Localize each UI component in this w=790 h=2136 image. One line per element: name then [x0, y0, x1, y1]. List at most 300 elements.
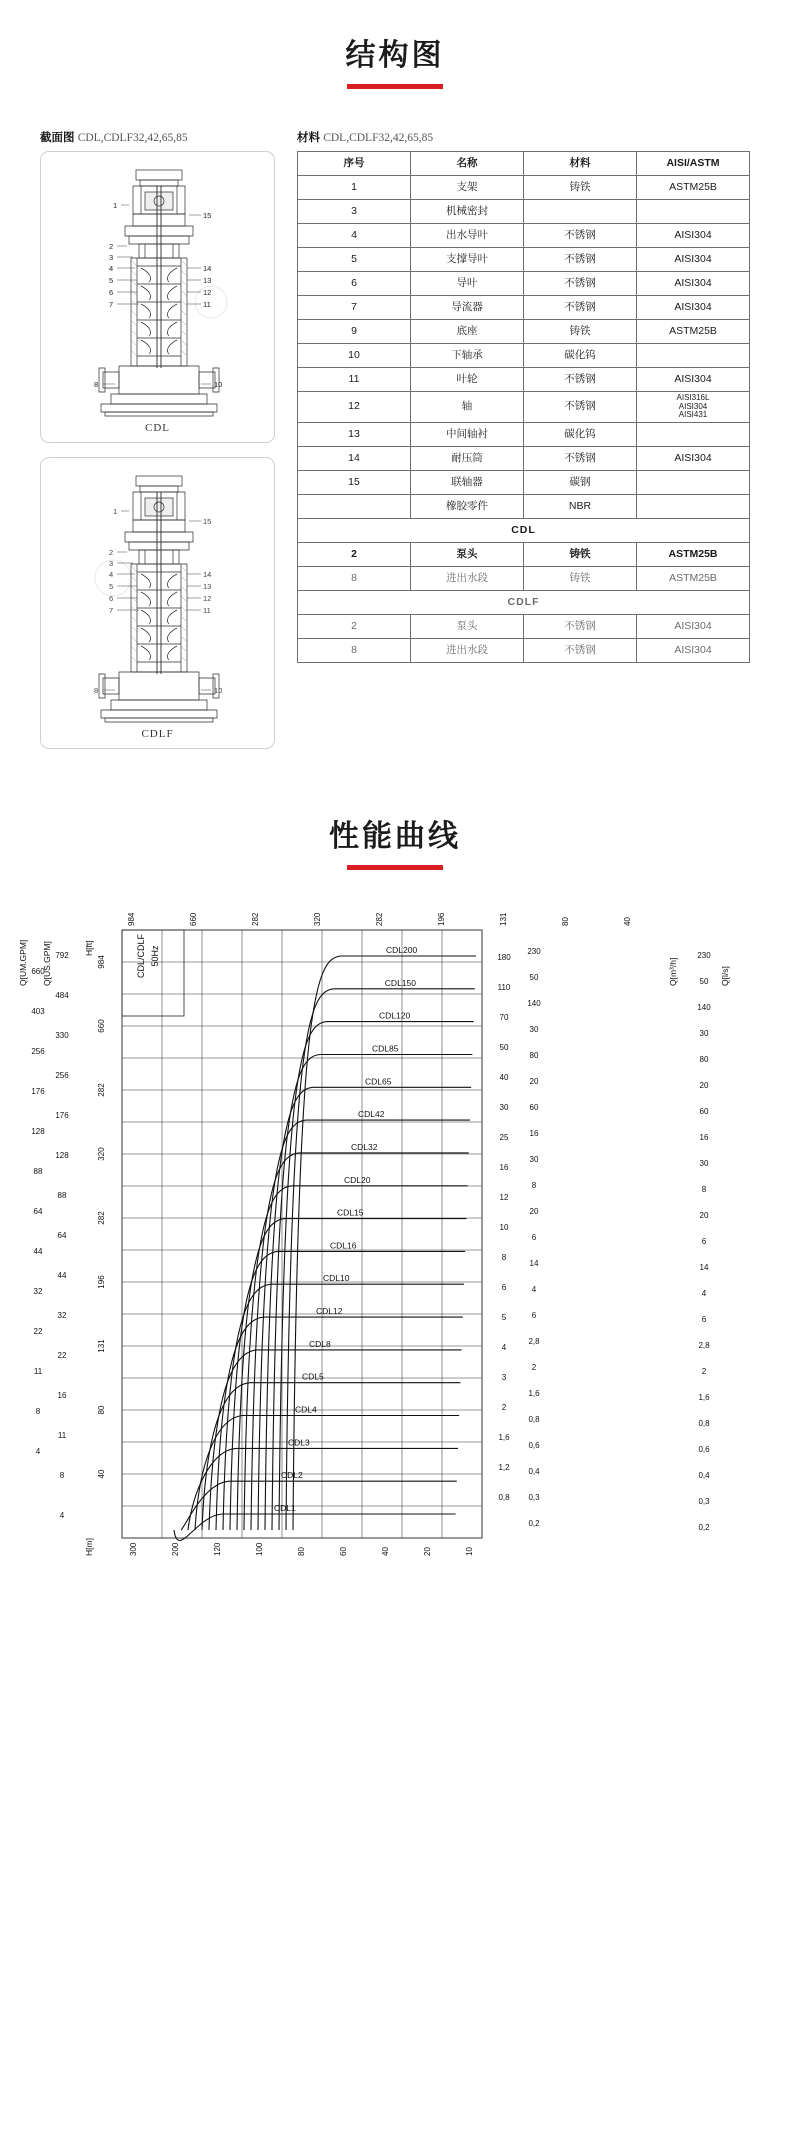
table-cell-num: 2 — [298, 542, 411, 566]
svg-text:14: 14 — [203, 570, 212, 579]
axis-tick-label: 8 — [59, 1471, 65, 1480]
curve-label: CDL65 — [365, 1076, 392, 1087]
axis-tick-label: 8 — [501, 1253, 507, 1262]
drawing-label-cdlf: CDLF — [141, 728, 174, 740]
axis-tick-label: 984 — [127, 912, 136, 926]
table-cell-name: 下轴承 — [411, 344, 524, 368]
table-cell-std: AISI304 — [637, 614, 750, 638]
curve-title: 性能曲线 — [329, 820, 461, 853]
table-cell-num: 8 — [298, 566, 411, 590]
axis-tick-label: 60 — [699, 1107, 709, 1116]
axis-tick-label: 16 — [57, 1391, 67, 1400]
table-cell-num: 11 — [298, 368, 411, 392]
table-cell-mat: 碳钢 — [524, 470, 637, 494]
performance-curve-chart — [0, 896, 790, 1616]
axis-tick-label: 30 — [699, 1159, 709, 1168]
axis-tick-label: 30 — [529, 1025, 539, 1034]
axis-tick-label: 80 — [297, 1547, 306, 1556]
axis-tick-label: 176 — [31, 1087, 45, 1096]
cross-section-drawing-cdlf — [40, 457, 275, 749]
axis-tick-label: 5 — [501, 1313, 507, 1322]
svg-text:10: 10 — [214, 380, 223, 389]
axis-tick-label: 6 — [501, 1283, 507, 1292]
axis-tick-label: 180 — [497, 953, 511, 962]
axis-tick-label: 80 — [97, 1405, 106, 1415]
table-row — [298, 176, 750, 200]
axis-tick-label: 44 — [57, 1271, 67, 1280]
curve-label: CDL4 — [295, 1404, 317, 1415]
axis-tick-label: 30 — [529, 1155, 539, 1164]
svg-text:6: 6 — [109, 288, 114, 297]
title-underline — [347, 84, 443, 89]
axis-tick-label: 200 — [171, 1542, 180, 1556]
axis-tick-label: Q[UM.GPM] — [18, 939, 28, 986]
axis-tick-label: 30 — [499, 1103, 509, 1112]
table-cell-name: 导流器 — [411, 296, 524, 320]
svg-text:1: 1 — [113, 507, 118, 516]
table-cell-name: 进出水段 — [411, 638, 524, 662]
axis-tick-label: 20 — [529, 1077, 539, 1086]
table-row — [298, 566, 750, 590]
curve-label: CDL2 — [281, 1470, 303, 1481]
svg-text:14: 14 — [203, 264, 212, 273]
axis-tick-label: 70 — [499, 1013, 509, 1022]
svg-text:11: 11 — [203, 300, 211, 309]
table-cell-num: 5 — [298, 248, 411, 272]
table-cell-std — [637, 200, 750, 224]
table-cell-name: 出水导叶 — [411, 224, 524, 248]
svg-text:12: 12 — [203, 288, 212, 297]
table-row — [298, 248, 750, 272]
axis-tick-label: 196 — [97, 1275, 106, 1289]
axis-tick-label: 12 — [499, 1193, 509, 1202]
table-cell-std: ASTM25B — [637, 320, 750, 344]
curve-label: CDL5 — [302, 1371, 324, 1382]
axis-tick-label: 16 — [699, 1133, 709, 1142]
table-group-header: CDL — [298, 518, 750, 542]
cdlf-callout-numbers — [94, 507, 222, 695]
table-row — [298, 344, 750, 368]
axis-tick-label: 1,6 — [698, 1393, 710, 1402]
table-cell-mat: NBR — [524, 494, 637, 518]
axis-tick-label: 0,8 — [498, 1493, 510, 1502]
curve-label: CDL85 — [372, 1043, 399, 1054]
axis-tick-label: 0,6 — [698, 1445, 710, 1454]
axis-tick-label: 40 — [499, 1073, 509, 1082]
svg-text:1: 1 — [113, 201, 118, 210]
axis-tick-label: 660 — [31, 967, 45, 976]
axis-tick-label: 2,8 — [698, 1341, 710, 1350]
table-cell-mat: 不锈钢 — [524, 296, 637, 320]
structure-section — [0, 0, 790, 763]
svg-text:2: 2 — [109, 548, 114, 557]
axis-tick-label: 330 — [55, 1031, 69, 1040]
axis-tick-label: 131 — [97, 1339, 106, 1353]
table-row — [298, 542, 750, 566]
table-cell-name: 泵头 — [411, 542, 524, 566]
axis-tick-label: 984 — [97, 955, 106, 969]
table-row — [298, 470, 750, 494]
axis-tick-label: 14 — [699, 1263, 709, 1272]
table-cell-std: ASTM25B — [637, 566, 750, 590]
table-cell-name: 导叶 — [411, 272, 524, 296]
axis-tick-label: 64 — [57, 1231, 67, 1240]
table-cell-name: 进出水段 — [411, 566, 524, 590]
curve-label: CDL1 — [274, 1503, 296, 1513]
svg-text:7: 7 — [109, 606, 114, 615]
axis-tick-label: 20 — [529, 1207, 539, 1216]
svg-text:13: 13 — [203, 582, 212, 591]
table-header-row — [298, 152, 750, 176]
table-cell-num: 15 — [298, 470, 411, 494]
axis-tick-label: 80 — [529, 1051, 539, 1060]
table-cell-mat: 不锈钢 — [524, 224, 637, 248]
axis-tick-label: 110 — [497, 983, 511, 992]
axis-tick-label: 282 — [375, 912, 384, 926]
drawings-caption-light: CDL,CDLF32,42,65,85 — [77, 132, 188, 144]
cdlf-diagram-svg — [41, 458, 275, 748]
axis-tick-label: 10 — [465, 1547, 474, 1556]
table-cell-name: 橡胶零件 — [411, 494, 524, 518]
table-row — [298, 368, 750, 392]
header-material: 材料 — [524, 152, 637, 176]
axis-tick-label: 140 — [697, 1003, 711, 1012]
axis-tick-label: 0,3 — [698, 1497, 710, 1506]
axis-tick-label: 300 — [129, 1542, 138, 1556]
table-cell-mat: 不锈钢 — [524, 392, 637, 423]
axis-tick-label: 0,6 — [528, 1441, 540, 1450]
table-cell-std: AISI304 — [637, 368, 750, 392]
page-title: 结构图 — [345, 39, 445, 72]
table-cell-name: 联轴器 — [411, 470, 524, 494]
material-table-column — [297, 129, 750, 663]
cross-section-drawing-cdl — [40, 151, 275, 443]
svg-text:4: 4 — [109, 264, 114, 273]
curve-label: CDL150 — [384, 977, 416, 988]
axis-tick-label: 1,2 — [498, 1463, 510, 1472]
table-row — [298, 224, 750, 248]
drawing-label-cdl: CDL — [145, 422, 170, 434]
axis-tick-label: 40 — [97, 1469, 106, 1479]
material-table — [297, 151, 750, 663]
table-cell-mat: 铸铁 — [524, 320, 637, 344]
curve-label: CDL200 — [386, 945, 418, 955]
axis-tick-label: 40 — [381, 1547, 390, 1556]
table-cell-num: 8 — [298, 638, 411, 662]
chart-frequency: 50Hz — [150, 945, 160, 967]
axis-tick-label: 10 — [499, 1223, 509, 1232]
axis-tick-label: 792 — [55, 951, 69, 960]
table-cell-mat: 铸铁 — [524, 542, 637, 566]
curve-label: CDL12 — [316, 1306, 343, 1317]
svg-text:5: 5 — [109, 276, 114, 285]
axis-tick-label: 1,6 — [498, 1433, 510, 1442]
table-cell-mat: 不锈钢 — [524, 614, 637, 638]
drawings-column — [40, 129, 275, 763]
axis-tick-label: 32 — [57, 1311, 67, 1320]
table-cell-mat: 碳化钨 — [524, 422, 637, 446]
table-cell-num: 3 — [298, 200, 411, 224]
axis-tick-label: 4 — [35, 1447, 41, 1456]
axis-tick-label: 0,8 — [698, 1419, 710, 1428]
drawings-caption — [40, 129, 275, 145]
axis-tick-label: 60 — [339, 1547, 348, 1556]
table-row — [298, 296, 750, 320]
table-cell-std: AISI304 — [637, 296, 750, 320]
axis-tick-label: 660 — [189, 912, 198, 926]
axis-tick-label: 282 — [97, 1211, 106, 1225]
axis-tick-label: 6 — [701, 1237, 707, 1246]
table-cell-name: 底座 — [411, 320, 524, 344]
table-cell-mat: 不锈钢 — [524, 272, 637, 296]
table-cell-name: 支架 — [411, 176, 524, 200]
table-row — [298, 422, 750, 446]
curve-label: CDL8 — [309, 1338, 331, 1349]
curve-label: CDL32 — [351, 1141, 378, 1152]
table-cell-mat: 铸铁 — [524, 176, 637, 200]
table-row — [298, 518, 750, 542]
axis-tick-label: 40 — [623, 917, 632, 926]
table-cell-mat: 不锈钢 — [524, 248, 637, 272]
svg-text:4: 4 — [109, 570, 114, 579]
svg-text:8: 8 — [94, 686, 99, 695]
table-cell-mat: 不锈钢 — [524, 638, 637, 662]
table-cell-std — [637, 344, 750, 368]
axis-tick-label: 4 — [701, 1289, 707, 1298]
axis-tick-label: 0,3 — [528, 1493, 540, 1502]
axis-tick-label: 64 — [33, 1207, 43, 1216]
axis-tick-label: 196 — [437, 912, 446, 926]
axis-tick-label: 3 — [501, 1373, 507, 1382]
header-name: 名称 — [411, 152, 524, 176]
axis-tick-label: 4 — [531, 1285, 537, 1294]
table-cell-std — [637, 422, 750, 446]
axis-tick-label: 88 — [57, 1191, 67, 1200]
material-caption-light: CDL,CDLF32,42,65,85 — [323, 132, 434, 144]
svg-text:7: 7 — [109, 300, 114, 309]
chart-subtitle: CDL/CDLF — [136, 933, 146, 979]
table-row — [298, 494, 750, 518]
svg-text:2: 2 — [109, 242, 114, 251]
table-row — [298, 200, 750, 224]
table-cell-mat: 碳化钨 — [524, 344, 637, 368]
table-cell-num: 12 — [298, 392, 411, 423]
table-cell-std: AISI304 — [637, 446, 750, 470]
table-cell-std: ASTM25B — [637, 176, 750, 200]
axis-tick-label: 6 — [531, 1233, 537, 1242]
axis-tick-label: 4 — [59, 1511, 65, 1520]
axis-tick-label: 8 — [701, 1185, 707, 1194]
axis-tick-label: 282 — [251, 912, 260, 926]
svg-text:11: 11 — [203, 606, 211, 615]
table-cell-name: 中间轴衬 — [411, 422, 524, 446]
axis-tick-label: 0,2 — [528, 1519, 540, 1528]
axis-tick-label: 256 — [55, 1071, 69, 1080]
header-standard: AISI/ASTM — [637, 152, 750, 176]
axis-tick-label: 16 — [499, 1163, 509, 1172]
axis-tick-label: 16 — [529, 1129, 539, 1138]
table-group-header: CDLF — [298, 590, 750, 614]
table-cell-std: AISI304 — [637, 248, 750, 272]
axis-tick-label: 14 — [529, 1259, 539, 1268]
curve-section — [0, 763, 790, 1616]
axis-tick-label: 11 — [33, 1367, 43, 1376]
axis-tick-label: 6 — [701, 1315, 707, 1324]
axis-tick-label: 30 — [699, 1029, 709, 1038]
axis-tick-label: 2 — [501, 1403, 507, 1412]
axis-tick-label: 8 — [35, 1407, 41, 1416]
axis-tick-label: 11 — [57, 1431, 67, 1440]
table-cell-num: 7 — [298, 296, 411, 320]
header-num: 序号 — [298, 152, 411, 176]
table-cell-name: 叶轮 — [411, 368, 524, 392]
cdl-diagram-svg — [41, 152, 275, 442]
axis-tick-label: 20 — [423, 1547, 432, 1556]
axis-tick-label: 20 — [699, 1081, 709, 1090]
table-row — [298, 638, 750, 662]
table-cell-mat: 不锈钢 — [524, 446, 637, 470]
axis-tick-label: H[m] — [84, 1538, 94, 1556]
axis-tick-label: 0,4 — [698, 1471, 710, 1480]
axis-tick-label: 0,8 — [528, 1415, 540, 1424]
curve-label: CDL16 — [330, 1240, 357, 1251]
axis-tick-label: 4 — [501, 1343, 507, 1352]
axis-tick-label: 282 — [97, 1083, 106, 1097]
table-cell-num: 2 — [298, 614, 411, 638]
axis-tick-label: 403 — [31, 1007, 45, 1016]
axis-tick-label: 120 — [213, 1542, 222, 1556]
axis-tick-label: 230 — [527, 947, 541, 956]
table-row — [298, 614, 750, 638]
drawings-caption-strong: 截面图 — [40, 132, 75, 144]
axis-tick-label: 22 — [33, 1327, 43, 1336]
curve-label: CDL20 — [344, 1174, 371, 1185]
curve-label: CDL10 — [323, 1273, 350, 1284]
axis-tick-label: 44 — [33, 1247, 43, 1256]
table-cell-num: 14 — [298, 446, 411, 470]
axis-tick-label: 100 — [255, 1542, 264, 1556]
table-cell-mat: 不锈钢 — [524, 368, 637, 392]
table-cell-std — [637, 470, 750, 494]
axis-tick-label: 60 — [529, 1103, 539, 1112]
axis-tick-label: 20 — [699, 1211, 709, 1220]
axis-tick-label: 8 — [531, 1181, 537, 1190]
axis-tick-label: 320 — [313, 912, 322, 926]
table-row — [298, 392, 750, 423]
svg-text:12: 12 — [203, 594, 212, 603]
material-table-body — [298, 176, 750, 663]
cdl-callout-numbers — [94, 201, 222, 389]
table-cell-mat: 铸铁 — [524, 566, 637, 590]
table-cell-num: 1 — [298, 176, 411, 200]
axis-tick-label: Q[US.GPM] — [42, 941, 52, 986]
table-cell-num: 6 — [298, 272, 411, 296]
axis-tick-label: 128 — [55, 1151, 69, 1160]
table-cell-name: 轴 — [411, 392, 524, 423]
axis-tick-label: 80 — [699, 1055, 709, 1064]
curve-label: CDL120 — [379, 1010, 411, 1021]
table-cell-num: 9 — [298, 320, 411, 344]
axis-tick-label: 484 — [55, 991, 69, 1000]
table-cell-std — [637, 494, 750, 518]
table-row — [298, 590, 750, 614]
axis-tick-label: 6 — [531, 1311, 537, 1320]
table-row — [298, 272, 750, 296]
axis-tick-label: 140 — [527, 999, 541, 1008]
axis-tick-label: 50 — [529, 973, 539, 982]
performance-curve-svg — [4, 896, 786, 1596]
axis-tick-label: 230 — [697, 951, 711, 960]
table-cell-std: AISI304 — [637, 224, 750, 248]
table-cell-std: ASTM25B — [637, 542, 750, 566]
table-row — [298, 446, 750, 470]
table-cell-name: 耐压筒 — [411, 446, 524, 470]
axis-tick-label: 32 — [33, 1287, 43, 1296]
axis-tick-label: 80 — [561, 917, 570, 926]
curve-label: CDL3 — [288, 1437, 310, 1448]
axis-tick-label: 2 — [531, 1363, 537, 1372]
svg-text:5: 5 — [109, 582, 114, 591]
table-cell-mat — [524, 200, 637, 224]
axis-tick-label: 22 — [57, 1351, 67, 1360]
material-caption — [297, 129, 750, 145]
curve-label: CDL42 — [358, 1109, 385, 1120]
table-cell-num: 4 — [298, 224, 411, 248]
svg-text:15: 15 — [203, 211, 212, 220]
table-cell-std: AISI316L AISI304 AISI431 — [637, 392, 750, 423]
table-row — [298, 320, 750, 344]
axis-tick-label: 131 — [499, 912, 508, 926]
axis-tick-label: Q[m³/h] — [668, 957, 678, 986]
axis-tick-label: 176 — [55, 1111, 69, 1120]
axis-tick-label: 128 — [31, 1127, 45, 1136]
table-cell-name: 支撑导叶 — [411, 248, 524, 272]
axis-tick-label: 660 — [97, 1019, 106, 1033]
svg-text:3: 3 — [109, 559, 114, 568]
axis-tick-label: 50 — [499, 1043, 509, 1052]
axis-tick-label: 50 — [699, 977, 709, 986]
table-cell-num — [298, 494, 411, 518]
axis-tick-label: 88 — [33, 1167, 43, 1176]
table-cell-std: AISI304 — [637, 272, 750, 296]
axis-tick-label: Q[l/s] — [720, 966, 730, 986]
table-cell-name: 机械密封 — [411, 200, 524, 224]
axis-tick-label: 0,2 — [698, 1523, 710, 1532]
axis-tick-label: 2 — [701, 1367, 707, 1376]
svg-text:13: 13 — [203, 276, 212, 285]
curve-title-underline — [347, 865, 443, 870]
table-cell-name: 泵头 — [411, 614, 524, 638]
structure-content — [0, 129, 790, 763]
table-cell-std: AISI304 — [637, 638, 750, 662]
axis-tick-label: 2,8 — [528, 1337, 540, 1346]
curve-label: CDL15 — [337, 1207, 364, 1218]
table-cell-num: 13 — [298, 422, 411, 446]
svg-text:8: 8 — [94, 380, 99, 389]
axis-tick-label: 320 — [97, 1147, 106, 1161]
axis-tick-label: H[ft] — [84, 940, 94, 956]
axis-tick-label: 256 — [31, 1047, 45, 1056]
axis-tick-label: 1,6 — [528, 1389, 540, 1398]
material-caption-strong: 材料 — [297, 132, 320, 144]
axis-tick-label: 0,4 — [528, 1467, 540, 1476]
table-cell-num: 10 — [298, 344, 411, 368]
svg-text:15: 15 — [203, 517, 212, 526]
axis-tick-label: 25 — [499, 1133, 509, 1142]
svg-text:6: 6 — [109, 594, 114, 603]
svg-text:3: 3 — [109, 253, 114, 262]
svg-text:10: 10 — [214, 686, 223, 695]
